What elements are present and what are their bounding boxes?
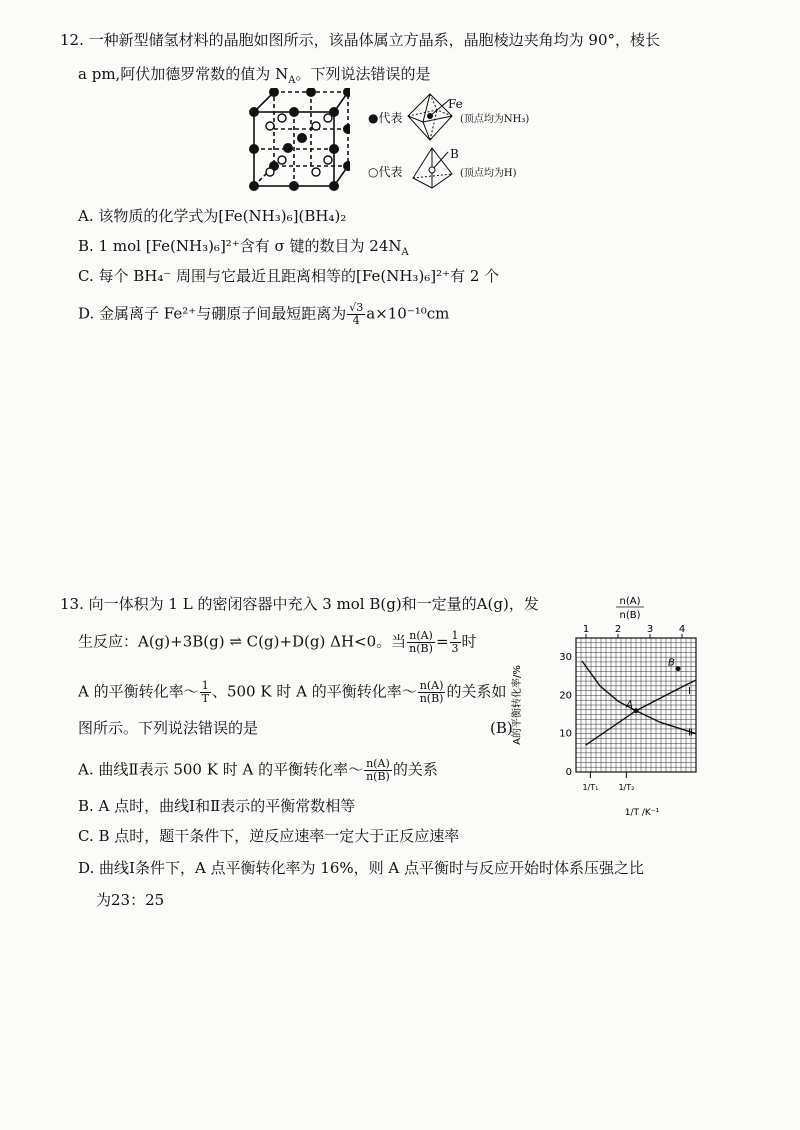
q13-answer-mark: (B) [490, 719, 513, 737]
q12-stem-end: 。下列说法错误的是 [295, 65, 431, 83]
q13-stem-line1 [60, 594, 539, 614]
legend-open-atom: B [450, 147, 459, 161]
frac-den: n(B) [409, 642, 433, 655]
q13-stem-line2 [78, 630, 477, 655]
q13-number: 13. [60, 595, 84, 613]
q13-stem3-pre: A 的平衡转化率～ [78, 682, 199, 701]
q13-option-a-pre: A. 曲线Ⅱ表示 500 K 时 A 的平衡转化率～ [78, 760, 364, 779]
q12-na-sub: A [288, 75, 296, 86]
ytick-label: 10 [559, 728, 572, 740]
q13-stem3-post: 的关系如 [446, 682, 507, 701]
crystal-cell-figure [240, 88, 350, 193]
x-mark-label: 1/T₁ [582, 783, 599, 792]
q12-option-a: A. 该物质的化学式为[Fe(NH₃)₆](BH₄)₂ [78, 207, 347, 225]
ytick-label: 20 [559, 690, 572, 702]
q12-option-d-post: a×10⁻¹⁰cm [366, 304, 450, 323]
frac-den: 4 [352, 314, 360, 327]
q13-stem3-frac2 [418, 680, 446, 705]
frac-num: n(A) [407, 630, 435, 643]
point-label-B: B [668, 657, 675, 669]
q13-stem3-frac1 [200, 680, 211, 705]
q13-option-d-line2: 为23：25 [96, 891, 165, 909]
point-B [676, 666, 681, 671]
ytick-label: 0 [565, 767, 572, 778]
legend-filled-note: (顶点均为NH₃) [460, 114, 530, 125]
ytick-label: 30 [559, 652, 572, 664]
frac-den: T [201, 692, 209, 705]
series-line-2 [582, 661, 696, 734]
q12-option-d [78, 302, 449, 327]
q13-stem2-pre: 生反应：A(g)+3B(g) ⇌ C(g)+D(g) ΔH<0。当 [78, 632, 407, 651]
top-tick-label: 1 [582, 624, 590, 635]
q13-stem2-post: 时 [461, 632, 477, 651]
q13-option-c: C. B 点时，题干条件下，逆反应速率一定大于正反应速率 [78, 827, 460, 845]
conversion-chart [510, 590, 725, 825]
q13-stem3-mid: 、500 K 时 A 的平衡转化率～ [211, 682, 417, 701]
frac-num: n(A) [418, 680, 446, 693]
chart-series [582, 661, 696, 745]
frac-den: n(B) [419, 692, 444, 705]
q13-option-a [78, 758, 438, 783]
x-mark-label: 1/T₂ [618, 783, 635, 792]
q12-stem-text1: 一种新型储氢材料的晶胞如图所示，该晶体属立方晶系，晶胞棱边夹角均为 90°，棱长 [88, 31, 660, 49]
legend-open-note: (顶点均为H) [460, 168, 517, 179]
frac-num: 1 [200, 680, 211, 693]
top-tick-label: 4 [678, 624, 686, 635]
top-tick-label: 2 [614, 624, 622, 635]
q12-option-d-fraction [347, 302, 365, 327]
chart-ylabel: A的平衡转化率/% [512, 665, 523, 745]
q13-stem-line3 [78, 680, 506, 705]
legend-filled-label: ●代表 [368, 111, 403, 125]
q13-stem-text1: 向一体积为 1 L 的密闭容器中充入 3 mol B(g)和一定量的A(g)，发 [88, 595, 539, 613]
point-label-A: A [626, 699, 633, 711]
q12-number: 12. [60, 31, 84, 49]
legend-filled-atom: Fe [448, 97, 463, 111]
chart-top-label-den: n(B) [619, 610, 641, 621]
q12-option-b-sub: A [401, 247, 409, 258]
q12-option-d-pre: D. 金属离子 Fe²⁺与硼原子间最短距离为 [78, 304, 347, 323]
q13-stem2-val [450, 630, 461, 655]
frac-den: n(B) [366, 770, 390, 783]
q13-stem2-eq: = [435, 632, 449, 651]
frac-num: 1 [451, 629, 459, 642]
q13-option-a-post: 的关系 [392, 760, 438, 779]
q13-stem2-frac [407, 630, 435, 655]
chart-xlabel: 1/T /K⁻¹ [624, 808, 660, 818]
point-A [634, 708, 639, 713]
top-tick-label: 3 [646, 624, 654, 635]
q12-option-c: C. 每个 BH₄⁻ 周围与它最近且距离相等的[Fe(NH₃)₆]²⁺有 2 个 [78, 267, 500, 285]
legend-open-label: ○代表 [368, 165, 403, 179]
chart-top-label-num: n(A) [619, 596, 641, 607]
q12-stem-text2: a pm,阿伏加德罗常数的值为 N [78, 65, 289, 83]
q13-option-b: B. A 点时，曲线Ⅰ和Ⅱ表示的平衡常数相等 [78, 797, 356, 815]
chart-grid [576, 638, 696, 772]
q13-option-a-frac [364, 758, 392, 783]
series-label-2: Ⅱ [688, 727, 693, 739]
q12-stem-line2 [78, 64, 430, 91]
chart-ticks [559, 624, 685, 792]
q12-option-b [78, 236, 409, 263]
series-label-1: Ⅰ [688, 686, 691, 698]
frac-num: √3 [349, 301, 364, 314]
frac-den: 3 [451, 642, 459, 655]
q12-stem-line1 [60, 30, 660, 50]
q13-option-d-line1: D. 曲线Ⅰ条件下，A 点平衡转化率为 16%，则 A 点平衡时与反应开始时体系压强之比 [78, 859, 645, 877]
frac-num: n(A) [364, 758, 392, 771]
q12-option-b-text: B. 1 mol [Fe(NH₃)₆]²⁺含有 σ 键的数目为 24N [78, 237, 402, 255]
q13-stem-line4: 图所示。下列说法错误的是 [78, 719, 259, 737]
